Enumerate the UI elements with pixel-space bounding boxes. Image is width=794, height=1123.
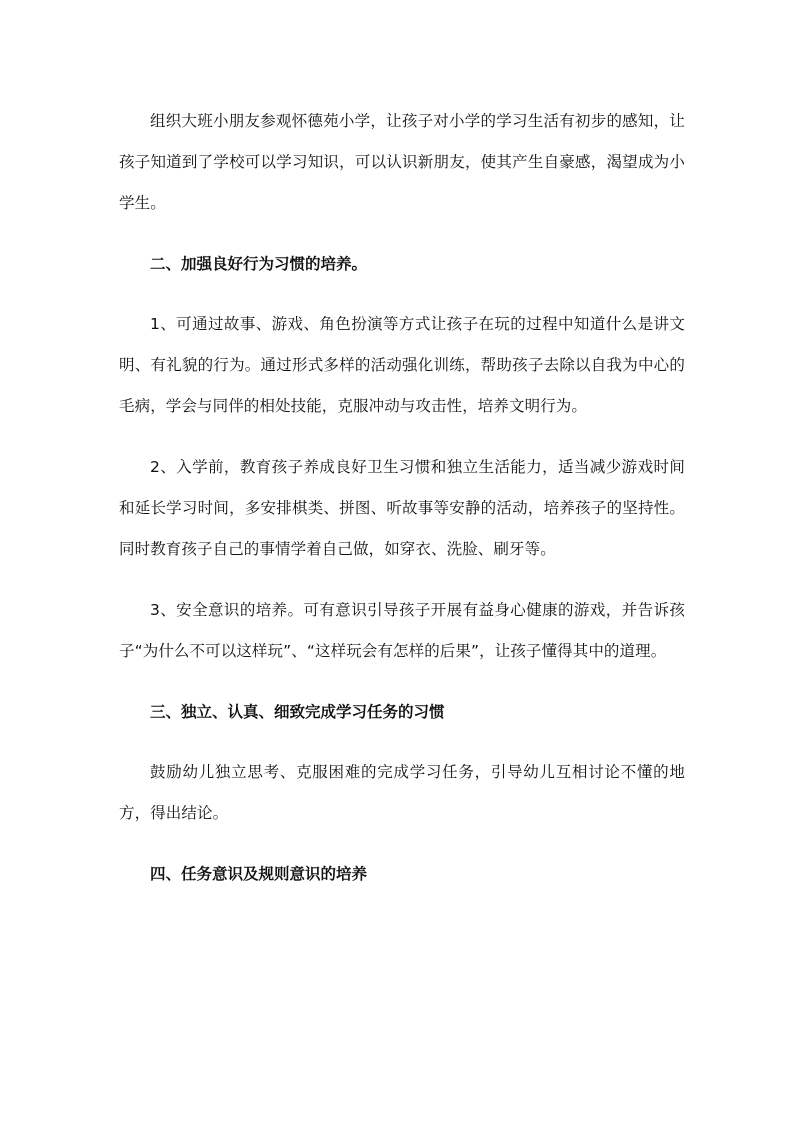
heading-task-rules-awareness: 四、任务意识及规则意识的培养	[150, 865, 368, 883]
paragraph-safety-awareness: 3、安全意识的培养。可有意识引导孩子开展有益身心健康的游戏，并告诉孩子“为什么不可以这样玩”、“这样玩会有怎样的后果”，让孩子懂得其中的道理。	[119, 601, 685, 660]
paragraph-independent-thinking: 鼓励幼儿独立思考、克服困难的完成学习任务，引导幼儿互相讨论不懂的地方，得出结论。	[119, 763, 685, 822]
paragraph-civilized-behavior: 1、可通过故事、游戏、角色扮演等方式让孩子在玩的过程中知道什么是讲文明、有礼貌的行为。通过形式多样的活动强化训练，帮助孩子去除以自我为中心的毛病，学会与同伴的相处技能，克服冲动与攻击性，培养文明行为。	[119, 315, 685, 415]
heading-independent-learning: 三、独立、认真、细致完成学习任务的习惯	[150, 703, 445, 721]
heading-good-habits: 二、加强良好行为习惯的培养。	[150, 255, 368, 273]
paragraph-school-visit: 组织大班小朋友参观怀德苑小学，让孩子对小学的学习生活有初步的感知，让孩子知道到了学校可以学习知识，可以认识新朋友，使其产生自豪感，渴望成为小学生。	[119, 112, 685, 212]
document-body	[119, 101, 685, 895]
paragraph-hygiene-independence: 2、入学前，教育孩子养成良好卫生习惯和独立生活能力，适当减少游戏时间和延长学习时间，多安排棋类、拼图、听故事等安静的活动，培养孩子的坚持性。同时教育孩子自己的事情学着自己做，如穿衣、洗脸、刷牙等。	[119, 458, 685, 558]
